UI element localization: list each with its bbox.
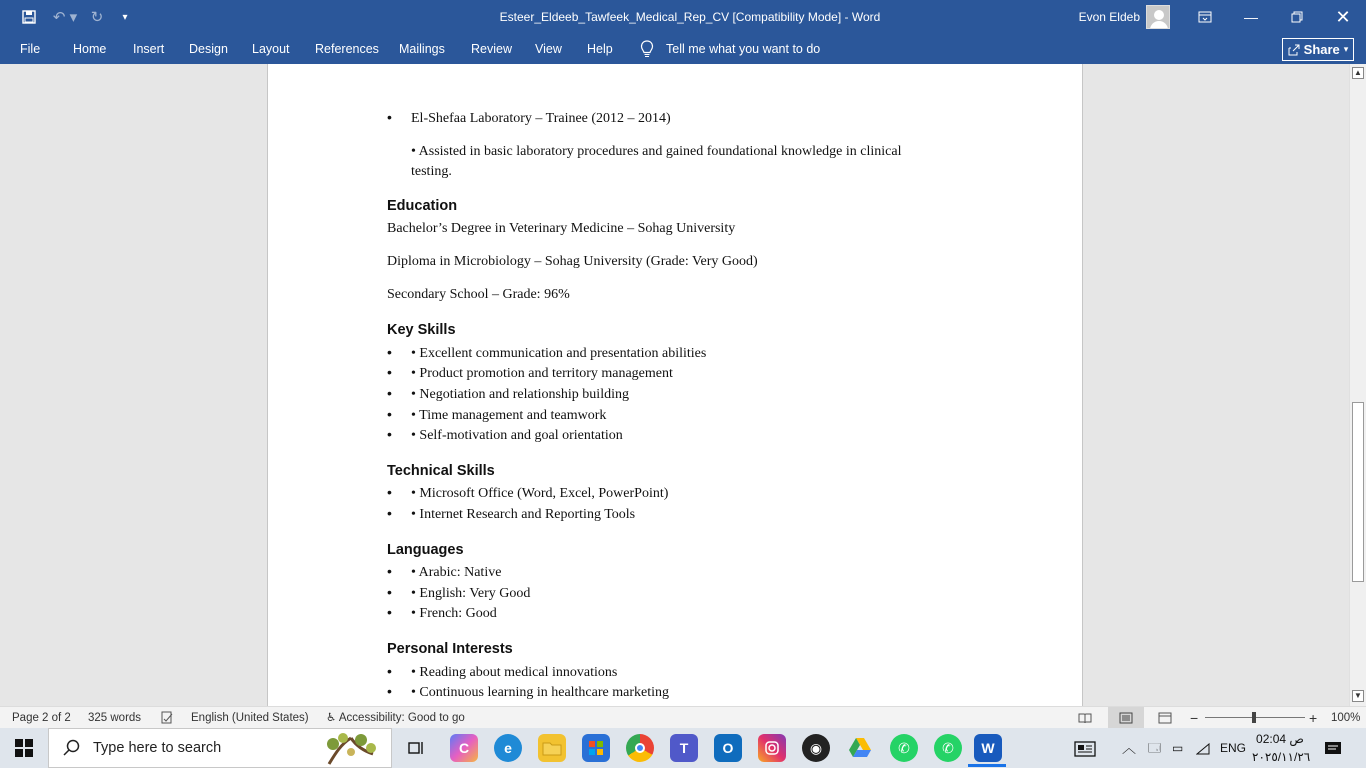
skill-item[interactable]: • Self-motivation and goal orientation	[411, 428, 623, 443]
teams-icon[interactable]: T	[670, 734, 698, 762]
whatsapp-business-icon[interactable]: ✆	[934, 734, 962, 762]
language-item[interactable]: • English: Very Good	[411, 586, 531, 601]
language-item[interactable]: • Arabic: Native	[411, 565, 502, 580]
clock-time: 02:04 ص	[1256, 732, 1304, 746]
taskbar	[0, 728, 1366, 768]
wifi-icon[interactable]	[1196, 728, 1210, 768]
chrome-icon[interactable]	[626, 734, 654, 762]
avatar[interactable]	[1146, 5, 1170, 29]
tab-view[interactable]: View	[535, 42, 562, 56]
bullet-icon: •	[387, 484, 392, 500]
share-button[interactable]	[1282, 38, 1354, 61]
tab-home[interactable]: Home	[73, 42, 107, 56]
zoom-slider-handle[interactable]	[1252, 712, 1256, 723]
bullet-icon: •	[387, 505, 392, 521]
whatsapp-icon[interactable]: ✆	[890, 734, 918, 762]
google-drive-icon[interactable]	[846, 734, 874, 762]
bullet-icon: •	[387, 584, 392, 600]
redo-icon[interactable]: ↻	[90, 9, 104, 26]
instagram-icon[interactable]	[758, 734, 786, 762]
bullet-icon: •	[387, 344, 392, 360]
interest-item[interactable]: • Continuous learning in healthcare marketing	[411, 685, 669, 700]
restore-icon[interactable]	[1274, 0, 1320, 34]
tab-mailings[interactable]: Mailings	[399, 42, 445, 56]
technical-skill-item[interactable]: • Microsoft Office (Word, Excel, PowerPoint)	[411, 486, 669, 501]
web-layout-icon[interactable]	[1158, 707, 1172, 729]
interest-item[interactable]: • Reading about medical innovations	[411, 665, 618, 680]
tab-references[interactable]: References	[315, 42, 379, 56]
document-page[interactable]	[267, 64, 1083, 706]
education-item[interactable]: Diploma in Microbiology – Sohag University (Grade: Very Good)	[387, 254, 758, 269]
scroll-up-arrow-icon[interactable]: ▲	[1352, 67, 1364, 79]
news-widget-icon[interactable]	[1074, 728, 1096, 768]
file-explorer-icon[interactable]	[538, 734, 566, 762]
page-count[interactable]: Page 2 of 2	[12, 712, 71, 724]
experience-detail-cont[interactable]: testing.	[411, 164, 452, 179]
search-placeholder: Type here to search	[93, 740, 222, 756]
ribbon-tabs	[0, 34, 1366, 64]
bullet-icon: •	[387, 385, 392, 401]
accessibility-label: Accessibility: Good to go	[338, 712, 465, 724]
copilot-icon[interactable]: C	[450, 734, 478, 762]
accessibility-icon: ♿	[326, 712, 337, 724]
key-skills-heading[interactable]: Key Skills	[387, 322, 456, 338]
windows-start-icon[interactable]	[0, 728, 48, 768]
task-view-icon[interactable]	[402, 734, 430, 762]
document-title: Esteer_Eldeeb_Tawfeek_Medical_Rep_CV [Compatibility Mode] - Word	[499, 10, 881, 24]
title-bar	[0, 0, 1366, 34]
tell-me-search[interactable]	[640, 34, 820, 64]
bullet-icon: •	[387, 426, 392, 442]
system-clock[interactable]	[1252, 730, 1311, 766]
input-language[interactable]: ENG	[1220, 741, 1247, 755]
notifications-icon[interactable]	[1324, 728, 1342, 768]
edge-browser-icon[interactable]: e	[494, 734, 522, 762]
language-status[interactable]: English (United States)	[191, 712, 309, 724]
zoom-level[interactable]: 100%	[1331, 712, 1361, 724]
print-layout-icon[interactable]	[1108, 707, 1144, 729]
scroll-down-arrow-icon[interactable]: ▼	[1352, 690, 1364, 702]
taskbar-search[interactable]	[48, 728, 392, 768]
technical-skills-heading[interactable]: Technical Skills	[387, 463, 495, 479]
languages-heading[interactable]: Languages	[387, 542, 464, 558]
accessibility-status[interactable]	[326, 707, 465, 729]
skill-item[interactable]: • Negotiation and relationship building	[411, 387, 629, 402]
proofing-icon[interactable]	[160, 707, 174, 729]
education-item[interactable]: Secondary School – Grade: 96%	[387, 287, 570, 302]
tab-insert[interactable]: Insert	[133, 42, 165, 56]
meet-now-icon[interactable]: 🗔	[1148, 741, 1162, 755]
ribbon-display-options-icon[interactable]	[1182, 0, 1228, 34]
tab-design[interactable]: Design	[189, 42, 228, 56]
close-icon[interactable]: ✕	[1335, 6, 1351, 27]
tab-help[interactable]: Help	[587, 42, 613, 56]
search-icon	[63, 739, 81, 757]
battery-icon[interactable]: ▭	[1172, 741, 1184, 755]
share-label: Share	[1303, 42, 1340, 57]
word-count[interactable]: 325 words	[88, 712, 142, 724]
bullet-icon: •	[387, 563, 392, 579]
scroll-thumb[interactable]	[1352, 402, 1364, 582]
skill-item[interactable]: • Excellent communication and presentation abilities	[411, 346, 707, 361]
bullet-icon: •	[387, 364, 392, 380]
obs-studio-icon[interactable]: ◉	[802, 734, 830, 762]
bullet-icon: •	[387, 406, 392, 422]
tab-layout[interactable]: Layout	[252, 42, 290, 56]
tab-review[interactable]: Review	[471, 42, 512, 56]
experience-item[interactable]: El-Shefaa Laboratory – Trainee (2012 – 2014)	[411, 111, 671, 126]
tab-file[interactable]: File	[20, 42, 41, 56]
education-item[interactable]: Bachelor’s Degree in Veterinary Medicine – Sohag University	[387, 221, 736, 236]
skill-item[interactable]: • Product promotion and territory management	[411, 366, 673, 381]
share-icon	[1288, 44, 1300, 56]
zoom-in-icon[interactable]: +	[1309, 710, 1318, 726]
user-name[interactable]: Evon Eldeb	[1078, 10, 1140, 24]
chevron-up-icon[interactable]: ︿	[1122, 740, 1136, 756]
minimize-icon[interactable]: —	[1244, 9, 1258, 25]
chevron-down-icon: ▾	[1343, 44, 1349, 54]
bullet-icon: •	[387, 663, 392, 679]
experience-detail[interactable]: • Assisted in basic laboratory procedures and gained foundational knowledge in clinical	[411, 144, 902, 159]
autosave-icon[interactable]	[16, 0, 42, 34]
microsoft-store-icon[interactable]	[582, 734, 610, 762]
tell-me-label: Tell me what you want to do	[666, 42, 821, 56]
customize-toolbar-icon[interactable]: ▾	[122, 11, 128, 23]
bullet-icon: •	[387, 109, 392, 125]
word-active-indicator	[968, 764, 1006, 767]
lightbulb-icon	[640, 40, 654, 58]
bullet-icon: •	[387, 683, 392, 699]
document-canvas[interactable]	[0, 64, 1349, 706]
outlook-icon[interactable]: O	[714, 734, 742, 762]
word-app-icon[interactable]: W	[974, 734, 1002, 762]
plant-decoration-icon	[321, 732, 383, 768]
vertical-scrollbar[interactable]	[1349, 64, 1366, 706]
technical-skill-item[interactable]: • Internet Research and Reporting Tools	[411, 507, 636, 522]
undo-icon[interactable]: ↶ ▾	[52, 9, 78, 26]
education-heading[interactable]: Education	[387, 198, 458, 214]
read-mode-icon[interactable]	[1078, 707, 1092, 729]
skill-item[interactable]: • Time management and teamwork	[411, 408, 607, 423]
interests-heading[interactable]: Personal Interests	[387, 641, 513, 657]
clock-date: ٢٠٢٥/١١/٢٦	[1252, 750, 1311, 764]
bullet-icon: •	[387, 604, 392, 620]
language-item[interactable]: • French: Good	[411, 606, 497, 621]
status-bar	[0, 706, 1366, 728]
zoom-out-icon[interactable]: −	[1190, 710, 1199, 726]
